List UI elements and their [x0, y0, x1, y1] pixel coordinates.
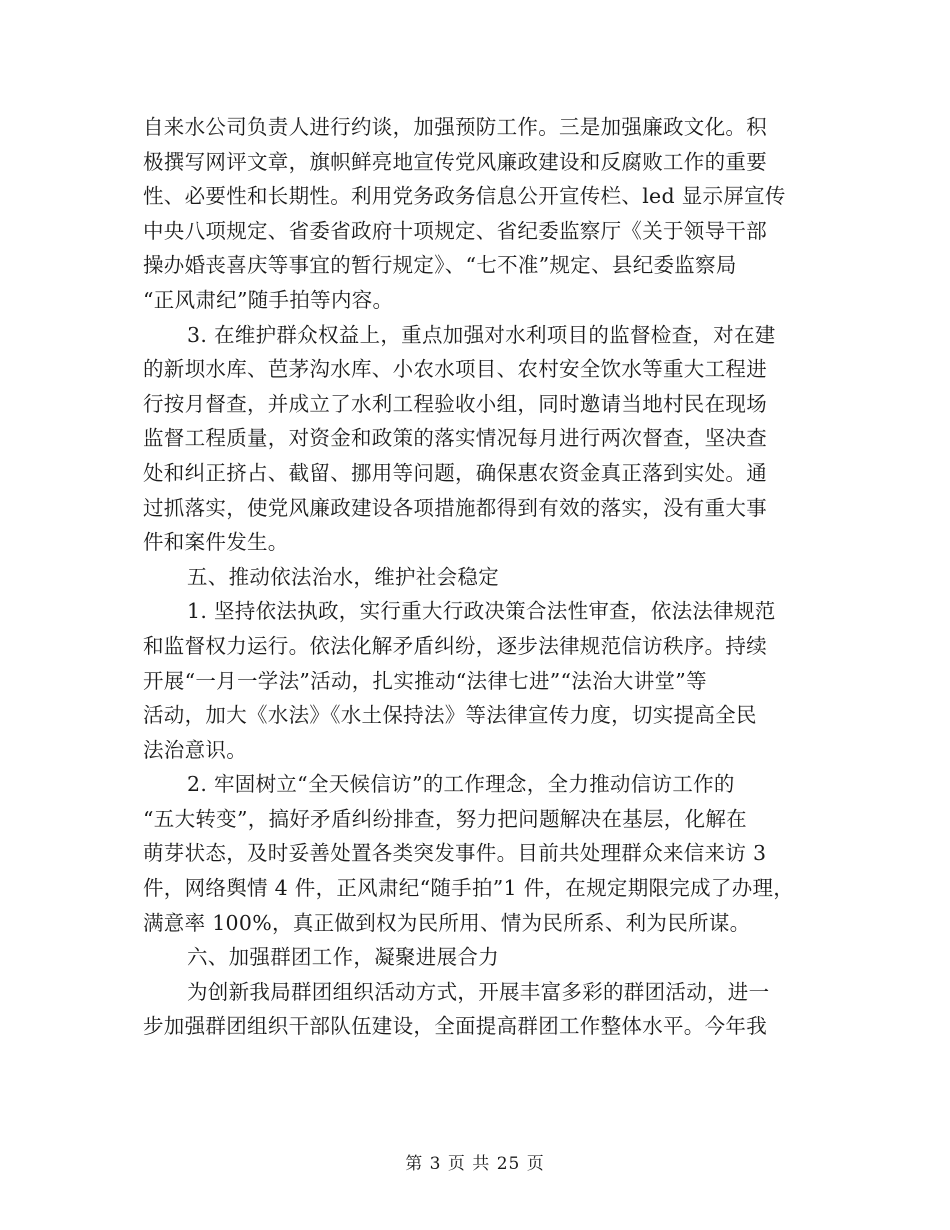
text-line: 极撰写网评文章，旗帜鲜亮地宣传党风廉政建设和反腐败工作的重要 — [143, 149, 767, 174]
text-line: 开展“一月一学法”活动，扎实推动“法律七进”“法治大讲堂”等 — [143, 668, 707, 693]
text-line: 操办婚丧喜庆等事宜的暂行规定》、“七不准”规定、县纪委监察局 — [143, 253, 737, 278]
text-line: 3. 在维护群众权益上，重点加强对水利项目的监督检查，对在建 — [187, 322, 776, 347]
text-line: 中央八项规定、省委省政府十项规定、省纪委监察厅《关于领导干部 — [143, 218, 767, 243]
text-line: 自来水公司负责人进行约谈，加强预防工作。三是加强廉政文化。积 — [143, 115, 767, 139]
text-line: 性、必要性和长期性。利用党务政务信息公开宣传栏、led 显示屏宣传 — [143, 184, 786, 209]
text-line: 行按月督查，并成立了水利工程验收小组，同时邀请当地村民在现场 — [143, 391, 767, 416]
text-line: 法治意识。 — [143, 737, 247, 762]
text-line: 处和纠正挤占、截留、挪用等问题，确保惠农资金真正落到实处。通 — [143, 460, 767, 485]
text-line: 萌芽状态，及时妥善处置各类突发事件。目前共处理群众来信来访 3 — [143, 841, 767, 866]
text-line: 活动，加大《水法》《水土保持法》等法律宣传力度，切实提高全民 — [143, 703, 757, 728]
text-line: 和监督权力运行。依法化解矛盾纠纷，逐步法律规范信访秩序。持续 — [143, 633, 767, 658]
page-footer — [0, 1152, 950, 1176]
document-body — [143, 110, 813, 1044]
text-line: 监督工程质量，对资金和政策的落实情况每月进行两次督查，坚决查 — [143, 426, 767, 451]
text-line: 1. 坚持依法执政，实行重大行政决策合法性审查，依法法律规范 — [187, 599, 776, 624]
text-line: 的新坝水库、芭茅沟水库、小农水项目、农村安全饮水等重大工程进 — [143, 357, 767, 382]
text-line: 步加强群团组织干部队伍建设，全面提高群团工作整体水平。今年我 — [143, 1014, 767, 1039]
text-line: 六、加强群团工作，凝聚进展合力 — [187, 945, 499, 970]
text-line: 满意率 100%，真正做到权为民所用、情为民所系、利为民所谋。 — [143, 910, 751, 935]
text-line: “五大转变”，搞好矛盾纠纷排查，努力把问题解决在基层，化解在 — [143, 806, 747, 831]
page-number-label: 第 3 页 共 25 页 — [405, 1154, 545, 1174]
text-line: 2. 牢固树立“全天候信访”的工作理念，全力推动信访工作的 — [187, 772, 735, 797]
text-line: “正风肃纪”随手拍等内容。 — [143, 287, 394, 312]
text-line: 为创新我局群团组织活动方式，开展丰富多彩的群团活动，进一 — [187, 979, 770, 1004]
text-line: 件和案件发生。 — [143, 530, 289, 555]
text-line: 五、推动依法治水，维护社会稳定 — [187, 564, 499, 589]
text-line: 件，网络舆情 4 件，正风肃纪“随手拍”1 件，在规定期限完成了办理， — [143, 876, 795, 901]
text-line: 过抓落实，使党风廉政建设各项措施都得到有效的落实，没有重大事 — [143, 495, 767, 520]
